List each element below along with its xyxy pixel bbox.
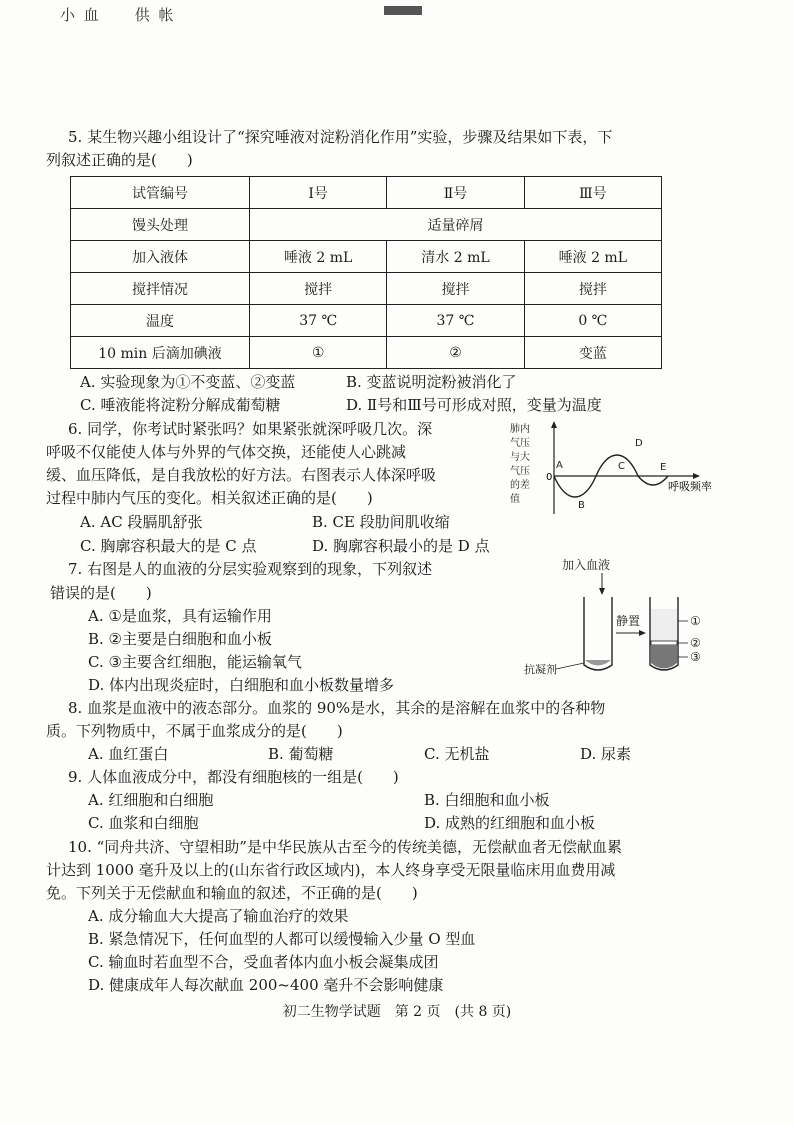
fig-layer1-label: ① <box>690 614 701 628</box>
table-cell: 清水 2 mL <box>387 241 524 273</box>
fig-layer-red <box>651 645 677 669</box>
q8-option-a: A. 血红蛋白 <box>88 745 169 763</box>
table-cell: 搅拌情况 <box>71 273 250 305</box>
q10-option-d: D. 健康成年人每次献血 200~400 毫升不会影响健康 <box>88 976 444 994</box>
top-scan-mark <box>384 6 422 15</box>
q6-lung-pressure-graph <box>508 418 744 522</box>
fig-layer3-label: ③ <box>690 650 701 664</box>
q10-option-c: C. 输血时若血型不合，受血者体内血小板会凝集成团 <box>88 953 439 971</box>
graph-ylabel-line: 与大 <box>510 452 530 463</box>
table-cell: 37 ℃ <box>387 305 524 337</box>
q6-option-d: D. 胸廓容积最小的是 D 点 <box>312 537 490 555</box>
table-cell: 唾液 2 mL <box>250 241 387 273</box>
q10-line2: 计达到 1000 毫升及以上的(山东省行政区域内)，本人终身享受无限量临床用血费用减 <box>46 861 616 879</box>
table-cell: 适量碎屑 <box>250 209 662 241</box>
table-cell: 搅拌 <box>250 273 387 305</box>
q9-option-c: C. 血浆和白细胞 <box>88 814 199 832</box>
q6-option-b: B. CE 段肋间肌收缩 <box>312 513 450 531</box>
q10-line1: 10. “同舟共济、守望相助”是中华民族从古至今的传统美德，无偿献血者无偿献血累 <box>68 838 622 856</box>
q10-option-a: A. 成分输血大大提高了输血治疗的效果 <box>88 907 349 925</box>
q9-option-d: D. 成熟的红细胞和血小板 <box>424 814 596 832</box>
q5-option-a: A. 实验现象为①不变蓝、②变蓝 <box>80 373 296 391</box>
fig-stand-label: 静置 <box>616 614 641 628</box>
q5-stem-line1: 5. 某生物兴趣小组设计了“探究唾液对淀粉消化作用”实验，步骤及结果如下表，下 <box>68 128 613 146</box>
q5-experiment-table <box>70 176 662 369</box>
table-cell: ① <box>250 337 387 369</box>
table-cell: 温度 <box>71 305 250 337</box>
table-cell: 唾液 2 mL <box>524 241 661 273</box>
q6-option-c: C. 胸廓容积最大的是 C 点 <box>80 537 257 555</box>
table-cell: 试管编号 <box>71 177 250 209</box>
graph-origin-label: 0 <box>546 472 553 483</box>
q10-option-b: B. 紧急情况下，任何血型的人都可以缓慢输入少量 O 型血 <box>88 930 476 948</box>
table-cell: 37 ℃ <box>250 305 387 337</box>
q7-line1: 7. 右图是人的血液的分层实验观察到的现象，下列叙述 <box>68 560 433 578</box>
fig-anticoagulant-label: 抗凝剂 <box>524 663 557 676</box>
q9-option-b: B. 白细胞和血小板 <box>424 791 550 809</box>
q8-option-d: D. 尿素 <box>580 745 632 763</box>
graph-y-arrow <box>551 421 557 428</box>
graph-point-c: C <box>618 461 625 472</box>
fig-anticoagulant-pointer <box>556 663 584 669</box>
q7-option-d: D. 体内出现炎症时，白细胞和血小板数量增多 <box>88 676 395 694</box>
q8-option-b: B. 葡萄糖 <box>268 745 334 763</box>
table-row <box>71 337 662 369</box>
graph-ylabel-line: 值 <box>510 494 520 505</box>
q8-option-c: C. 无机盐 <box>424 745 490 763</box>
fig-layer-plasma <box>651 609 677 641</box>
graph-xlabel: 呼吸频率 <box>668 480 712 493</box>
table-cell: 馒头处理 <box>71 209 250 241</box>
q9-line1: 9. 人体血液成分中，都没有细胞核的一组是( ) <box>68 768 399 786</box>
fig-stand-arrow-head <box>639 630 646 636</box>
graph-point-d: D <box>635 438 643 449</box>
fig-layer-buffy <box>651 641 677 645</box>
fig-add-blood-label: 加入血液 <box>562 558 611 572</box>
graph-ylabel-line: 气压 <box>510 466 530 477</box>
table-cell: Ⅲ号 <box>524 177 661 209</box>
table-cell: 加入液体 <box>71 241 250 273</box>
q5-option-d: D. Ⅱ号和Ⅲ号可形成对照，变量为温度 <box>346 396 602 414</box>
fig-tube-left <box>584 597 612 670</box>
graph-x-arrow <box>693 473 700 479</box>
table-header-row <box>71 177 662 209</box>
table-row <box>71 305 662 337</box>
q7-blood-layer-figure <box>520 555 720 680</box>
table-cell: Ⅱ号 <box>387 177 524 209</box>
q5-option-b: B. 变蓝说明淀粉被消化了 <box>346 373 517 391</box>
table-row <box>71 209 662 241</box>
q5-stem-line2: 列叙述正确的是( ) <box>46 151 193 169</box>
q6-option-a: A. AC 段膈肌舒张 <box>80 513 203 531</box>
fig-anticoagulant-fill <box>585 660 611 666</box>
q8-line1: 8. 血浆是血液中的液态部分。血浆的 90%是水，其余的是溶解在血浆中的各种物 <box>68 699 606 717</box>
q8-line2: 质。下列物质中，不属于血浆成分的是( ) <box>46 722 343 740</box>
fig-arrow-head <box>599 588 605 595</box>
q6-line4: 过程中肺内气压的变化。相关叙述正确的是( ) <box>46 489 373 507</box>
table-cell: 搅拌 <box>524 273 661 305</box>
q7-option-a: A. ①是血浆，具有运输作用 <box>88 607 272 625</box>
graph-point-a: A <box>556 460 563 471</box>
graph-ylabel-line: 肺内 <box>510 424 530 435</box>
table-cell: 变蓝 <box>524 337 661 369</box>
q6-line1: 6. 同学，你考试时紧张吗？如果紧张就深呼吸几次。深 <box>68 420 433 438</box>
q9-option-a: A. 红细胞和白细胞 <box>88 791 214 809</box>
table-cell: Ⅰ号 <box>250 177 387 209</box>
page-footer: 初二生物学试题 第 2 页 (共 8 页) <box>282 1004 512 1020</box>
table-row <box>71 273 662 305</box>
q7-option-b: B. ②主要是白细胞和血小板 <box>88 630 273 648</box>
q6-line3: 缓、血压降低，是自我放松的好方法。右图表示人体深呼吸 <box>46 466 437 484</box>
fig-layer2-label: ② <box>690 636 701 650</box>
table-cell: 0 ℃ <box>524 305 661 337</box>
table-cell: ② <box>387 337 524 369</box>
graph-point-e: E <box>660 462 667 473</box>
table-cell: 10 min 后滴加碘液 <box>71 337 250 369</box>
q6-line2: 呼吸不仅能使人体与外界的气体交换，还能使人心跳减 <box>46 443 407 461</box>
q10-line3: 免。下列关于无偿献血和输血的叙述，不正确的是( ) <box>46 884 418 902</box>
graph-ylabel-line: 的差 <box>510 480 530 491</box>
table-row <box>71 241 662 273</box>
graph-ylabel-line: 气压 <box>510 438 530 449</box>
q5-option-c: C. 唾液能将淀粉分解成葡萄糖 <box>80 396 281 414</box>
q7-line2: 错误的是( ) <box>50 584 152 602</box>
q7-option-c: C. ③主要含红细胞，能运输氧气 <box>88 653 302 671</box>
top-cropped-header: 小 血 供 帐 <box>60 6 176 24</box>
graph-point-b: B <box>578 500 585 511</box>
table-cell: 搅拌 <box>387 273 524 305</box>
